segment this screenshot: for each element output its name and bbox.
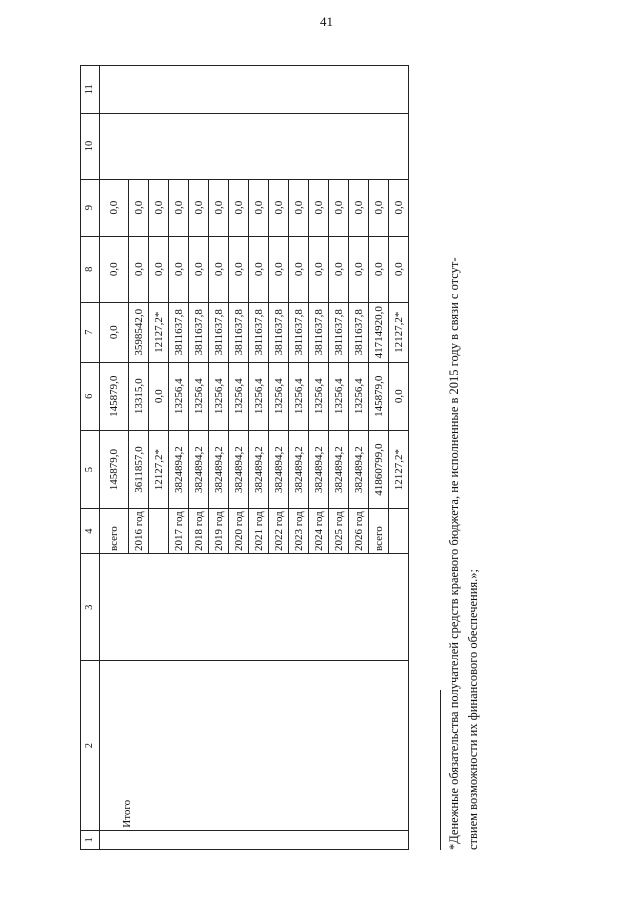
table-cell: 0,0 bbox=[249, 179, 269, 236]
table-cell: 0,0 bbox=[389, 179, 409, 236]
period-cell: всего bbox=[100, 509, 129, 554]
column-number: 2 bbox=[81, 661, 100, 830]
column-number: 10 bbox=[81, 113, 100, 179]
table-cell: 3824894,2 bbox=[189, 430, 209, 508]
table-cell: 0,0 bbox=[209, 179, 229, 236]
table-cell: 0,0 bbox=[169, 236, 189, 302]
table-cell: 0,0 bbox=[329, 236, 349, 302]
table-cell: 13256,4 bbox=[349, 362, 369, 430]
table-cell: 0,0 bbox=[209, 236, 229, 302]
table-cell: 3824894,2 bbox=[309, 430, 329, 508]
footnote-line: *Денежные обязательства получателей средств краевого бюджета, не исполненные в 2015 году в связи с отсут- bbox=[447, 257, 461, 850]
table-cell: 0,0 bbox=[149, 179, 169, 236]
table-cell: 0,0 bbox=[229, 179, 249, 236]
period-cell bbox=[149, 509, 169, 554]
table-cell: 13256,4 bbox=[169, 362, 189, 430]
table-cell: 3824894,2 bbox=[289, 430, 309, 508]
table-cell: 13256,4 bbox=[249, 362, 269, 430]
table-cell: 0,0 bbox=[369, 179, 389, 236]
table-cell bbox=[100, 830, 409, 849]
table-cell: 0,0 bbox=[349, 236, 369, 302]
table-cell: 145879,0 bbox=[100, 362, 129, 430]
table-cell: 0,0 bbox=[149, 236, 169, 302]
table-cell: 3811637,8 bbox=[309, 302, 329, 362]
table-cell: 3811637,8 bbox=[329, 302, 349, 362]
period-cell: 2026 год bbox=[349, 509, 369, 554]
table-cell: 3824894,2 bbox=[209, 430, 229, 508]
table-cell: 13256,4 bbox=[269, 362, 289, 430]
table-cell: 12127,2* bbox=[389, 302, 409, 362]
table-cell: 0,0 bbox=[249, 236, 269, 302]
table-cell bbox=[100, 66, 409, 114]
budget-table bbox=[80, 65, 409, 850]
table-row bbox=[100, 66, 129, 850]
table-cell: 0,0 bbox=[129, 236, 149, 302]
period-cell bbox=[389, 509, 409, 554]
table-cell: 0,0 bbox=[389, 362, 409, 430]
column-number: 3 bbox=[81, 554, 100, 661]
itogo-label: Итого bbox=[100, 661, 409, 830]
table-cell: 3811637,8 bbox=[169, 302, 189, 362]
column-number: 7 bbox=[81, 302, 100, 362]
table-cell: 12127,2* bbox=[149, 302, 169, 362]
column-number: 1 bbox=[81, 830, 100, 849]
period-cell: 2022 год bbox=[269, 509, 289, 554]
period-cell: 2021 год bbox=[249, 509, 269, 554]
table-cell: 0,0 bbox=[189, 236, 209, 302]
period-cell: 2018 год bbox=[189, 509, 209, 554]
table-cell: 0,0 bbox=[389, 236, 409, 302]
table-cell: 12127,2* bbox=[389, 430, 409, 508]
column-number: 5 bbox=[81, 430, 100, 508]
table-cell: 3811637,8 bbox=[289, 302, 309, 362]
table-cell: 13256,4 bbox=[289, 362, 309, 430]
period-cell: 2019 год bbox=[209, 509, 229, 554]
column-number: 4 bbox=[81, 509, 100, 554]
table-cell: 3598542,0 bbox=[129, 302, 149, 362]
table-cell: 145879,0 bbox=[100, 430, 129, 508]
table-cell: 3811637,8 bbox=[349, 302, 369, 362]
footnote-line: ствием возможности их финансового обеспечения.»; bbox=[466, 569, 480, 850]
period-cell: 2017 год bbox=[169, 509, 189, 554]
table-cell: 41860799,0 bbox=[369, 430, 389, 508]
table-cell: 3824894,2 bbox=[249, 430, 269, 508]
table-cell: 0,0 bbox=[349, 179, 369, 236]
table-cell: 0,0 bbox=[369, 236, 389, 302]
table-cell: 13256,4 bbox=[329, 362, 349, 430]
rotated-page-content bbox=[80, 65, 640, 850]
table-cell: 12127,2* bbox=[149, 430, 169, 508]
page-number: 41 bbox=[320, 14, 333, 29]
table-cell: 0,0 bbox=[169, 179, 189, 236]
table-cell: 0,0 bbox=[100, 302, 129, 362]
table-cell: 3811637,8 bbox=[249, 302, 269, 362]
table-cell: 0,0 bbox=[129, 179, 149, 236]
table-cell: 41714920,0 bbox=[369, 302, 389, 362]
table-cell: 3611857,0 bbox=[129, 430, 149, 508]
table-cell: 0,0 bbox=[309, 179, 329, 236]
table-cell: 0,0 bbox=[229, 236, 249, 302]
table-cell: 0,0 bbox=[289, 236, 309, 302]
table-cell: 3824894,2 bbox=[349, 430, 369, 508]
table-cell: 13256,4 bbox=[229, 362, 249, 430]
table-cell: 3824894,2 bbox=[169, 430, 189, 508]
footnote-rule bbox=[440, 690, 441, 850]
table-cell: 3824894,2 bbox=[269, 430, 289, 508]
table-cell: 13256,4 bbox=[209, 362, 229, 430]
table-cell: 0,0 bbox=[289, 179, 309, 236]
column-number: 8 bbox=[81, 236, 100, 302]
table-cell: 0,0 bbox=[309, 236, 329, 302]
table-cell: 3811637,8 bbox=[269, 302, 289, 362]
header-row bbox=[81, 66, 100, 850]
period-cell: 2020 год bbox=[229, 509, 249, 554]
table-cell: 3811637,8 bbox=[229, 302, 249, 362]
period-cell: всего bbox=[369, 509, 389, 554]
period-cell: 2023 год bbox=[289, 509, 309, 554]
column-number: 11 bbox=[81, 66, 100, 114]
footnote bbox=[445, 65, 483, 850]
table-cell: 3811637,8 bbox=[189, 302, 209, 362]
table-cell: 3811637,8 bbox=[209, 302, 229, 362]
column-number: 9 bbox=[81, 179, 100, 236]
table-cell: 0,0 bbox=[100, 179, 129, 236]
table-cell bbox=[100, 554, 409, 661]
period-cell: 2024 год bbox=[309, 509, 329, 554]
table-cell: 0,0 bbox=[329, 179, 349, 236]
table-cell: 0,0 bbox=[100, 236, 129, 302]
table-cell: 0,0 bbox=[149, 362, 169, 430]
period-cell: 2016 год bbox=[129, 509, 149, 554]
table-cell bbox=[100, 113, 409, 179]
table-cell: 0,0 bbox=[269, 236, 289, 302]
table-cell: 3824894,2 bbox=[229, 430, 249, 508]
table-cell: 13256,4 bbox=[189, 362, 209, 430]
table-cell: 13315,0 bbox=[129, 362, 149, 430]
period-cell: 2025 год bbox=[329, 509, 349, 554]
table-cell: 0,0 bbox=[269, 179, 289, 236]
table-cell: 0,0 bbox=[189, 179, 209, 236]
table-cell: 145879,0 bbox=[369, 362, 389, 430]
table-cell: 13256,4 bbox=[309, 362, 329, 430]
table-cell: 3824894,2 bbox=[329, 430, 349, 508]
column-number: 6 bbox=[81, 362, 100, 430]
